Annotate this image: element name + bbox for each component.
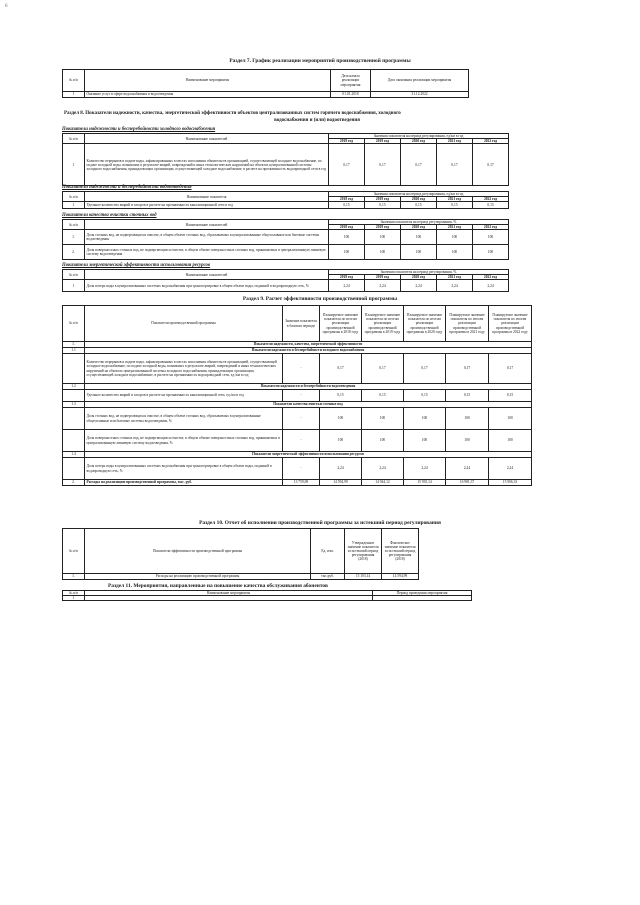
year-2021: 2021 год <box>437 139 473 144</box>
s10-row-unit: тыс.руб. <box>311 574 345 580</box>
s9-row-value: 0,17 <box>446 354 489 384</box>
s8-t2-value: 0,15 <box>365 202 401 209</box>
s9-row-text: Доля сточных вод, не подвергающихся очистке, в общем объеме сточных вод, сбрасываемых в централизованные общесплавные или бытовые системы водоотведения, % <box>85 408 283 430</box>
s9-row-no <box>63 408 85 430</box>
s8-t3-value: 100 <box>437 245 473 260</box>
section-10-title: Раздел 10. Отчет об исполнении производственной программы за истекший период регулирования <box>199 520 441 526</box>
s9-row-text: Удельное количество аварий и засоров в расчете на протяженность канализационной сети, ед./км в год <box>85 390 283 402</box>
s8-t4-value: 2,24 <box>473 280 509 292</box>
s9-row-value: 0,17 <box>489 354 532 384</box>
s9-body <box>63 342 532 486</box>
year-2022: 2022 год <box>473 275 509 280</box>
s8-treatment-quality-table <box>62 219 509 260</box>
section-9-title: Раздел 9. Расчет эффективности производственной программы <box>242 296 398 302</box>
s8-t2-value: 0,15 <box>437 202 473 209</box>
s8-reliability-sewer-table <box>62 191 509 209</box>
s8-t2-row-no: 1 <box>63 202 85 209</box>
year-2022: 2022 год <box>473 139 509 144</box>
s9-row-value: 2,24 <box>362 458 404 480</box>
s11-col-name: Наименование мероприятия <box>85 591 373 596</box>
s9-row-value: 100 <box>362 430 404 452</box>
s8-t1-value: 0,17 <box>437 144 473 186</box>
s9-row-value: 14 594,99 <box>320 480 362 486</box>
year-2020: 2020 год <box>401 275 437 280</box>
year-2020: 2020 год <box>401 139 437 144</box>
s8-t2-col-name: Наименование показателя <box>85 192 329 202</box>
s9-row-no: 2. <box>63 480 85 486</box>
s8-t4-value: 2,24 <box>437 280 473 292</box>
year-2018: 2018 год <box>329 275 365 280</box>
s8-t3-span: Значения показателя на период регулирования, % <box>329 220 509 225</box>
s9-row-text: Доля потерь воды в централизованных системах водоснабжения при транспортировке в общем объеме воды, поданной в водопроводную сеть, % <box>85 458 283 480</box>
s9-row-no: 1.3 <box>63 402 85 408</box>
s9-row-value: 2,24 <box>404 458 446 480</box>
s8-t4-value: 2,24 <box>365 280 401 292</box>
s9-row-total <box>63 480 532 486</box>
s9-row-value: 0,15 <box>446 390 489 402</box>
s8-t2-row-text: Удельное количество аварий и засоров в расчете на протяженность канализационной сети в год <box>85 202 329 209</box>
s7-col-start: Дата начала реализации мероприятия <box>331 70 371 92</box>
s8-t2-value: 0,15 <box>473 202 509 209</box>
year-2020: 2020 год <box>401 197 437 202</box>
s9-row-no <box>63 458 85 480</box>
s9-col-2021: Планируемое значение показателя по итогам реализации производственной программы в 2021 году <box>446 306 489 342</box>
s8-t4-value: 2,24 <box>401 280 437 292</box>
s8-t1-value: 0,17 <box>401 144 437 186</box>
s9-row-base: - <box>283 408 320 430</box>
s9-row-data <box>63 354 532 384</box>
s8-t3-value: 100 <box>329 245 365 260</box>
s10-row-text: Расходы на реализацию производственной программы <box>85 574 311 580</box>
s10-col-actual: Фактическое значение показателя за истекший период регулирования (2018) <box>382 529 419 574</box>
s9-row-data <box>63 458 532 480</box>
s10-row-approved: 15 103,14 <box>345 574 382 580</box>
s8-t1-row-text: Количество перерывов в подаче воды, зафиксированных в местах исполнения обязательств организацией, осуществляющей холодное водоснабжение, по подаче холодной воды, возникших в результате аварий, повреждений и иных технологических нарушений на объектах централизованной системы холодного водоснабжения, принадлежащих организации, осуществляющей холодное водоснабжение, в расчете на протяженность водопроводной сети в год <box>85 144 329 186</box>
s8-t3-row-no: 2. <box>63 245 85 260</box>
s8-t1-col-no: № п/п <box>63 134 85 144</box>
s8-t3-value: 100 <box>365 245 401 260</box>
s8-t2-heading: Показатели надежности и бесперебойности водоотведения <box>62 185 192 190</box>
s9-col-2018: Планируемое значение показателя по итогам реализации производственной программы в 2018 году <box>320 306 362 342</box>
s9-row-value: 14 944,12 <box>362 480 404 486</box>
s11-row-name <box>85 596 373 601</box>
s8-t1-heading: Показатели надежности и бесперебойности холодного водоснабжения <box>62 127 216 132</box>
s10-row-no: 1. <box>63 574 85 580</box>
s8-t4-heading: Показатели энергетической эффективности использования ресурсов <box>62 263 211 268</box>
section-11-table <box>62 590 472 601</box>
s9-row-heading: Показатели надежности, качества, энергетической эффективности <box>85 342 532 348</box>
s8-t3-value: 100 <box>437 230 473 245</box>
s9-row-base: - <box>283 458 320 480</box>
s9-row-no: 1.2 <box>63 384 85 390</box>
s9-row-no: 1.4 <box>63 452 85 458</box>
s8-t1-row-no: 1 <box>63 144 85 186</box>
s8-t4-row-text: Доля потерь воды в централизованных системах водоснабжения при транспортировке в общем объеме воды, поданной в водопроводную сеть, % <box>85 280 329 292</box>
s8-t4-value: 2,24 <box>329 280 365 292</box>
s9-row-value: 15 935,14 <box>404 480 446 486</box>
s9-row-data <box>63 390 532 402</box>
s9-row-base: - <box>283 390 320 402</box>
s10-col-approved: Утвержденное значение показателя за истекший период регулирования (2018) <box>345 529 382 574</box>
s9-col-2022: Планируемое значение показателя по итогам реализации производственной программы в 2022 году <box>489 306 532 342</box>
s8-t1-value: 0,17 <box>329 144 365 186</box>
s9-col-name: Показатели производственной программы <box>85 306 283 342</box>
s9-row-value: 0,15 <box>362 390 404 402</box>
year-2021: 2021 год <box>437 197 473 202</box>
s7-row-no: 1 <box>63 92 85 98</box>
s8-t3-value: 100 <box>329 230 365 245</box>
s9-row-no <box>63 390 85 402</box>
s9-row-value: 100 <box>362 408 404 430</box>
s11-col-period: Период проведения мероприятия <box>373 591 472 596</box>
s8-t2-value: 0,15 <box>329 202 365 209</box>
s10-col-name: Показатели эффективности производственной программы <box>85 529 311 574</box>
s9-row-value: 16 981,37 <box>446 480 489 486</box>
s8-t2-value: 0,15 <box>401 202 437 209</box>
s9-row-value: 100 <box>404 430 446 452</box>
s11-col-no: № п/п <box>63 591 85 596</box>
s9-row-heading: Показатели качества очистки сточных вод <box>85 402 532 408</box>
s8-t3-value: 100 <box>473 245 509 260</box>
section-7-title: Раздел 7. График реализации мероприятий производственной программы <box>229 58 411 64</box>
s8-energy-efficiency-table <box>62 269 509 292</box>
s9-row-no: 1. <box>63 342 85 348</box>
s8-t2-span: Значения показателя на период регулирования, ед/км в год <box>329 192 509 197</box>
s8-t3-row-no: 1. <box>63 230 85 245</box>
year-2018: 2018 год <box>329 139 365 144</box>
s9-row-heading: Показатели энергетической эффективности использования ресурсов <box>85 452 532 458</box>
s9-row-no <box>63 430 85 452</box>
s9-row-value: 2,24 <box>320 458 362 480</box>
s8-t4-row-no: 1 <box>63 280 85 292</box>
s9-row-value: 0,15 <box>320 390 362 402</box>
s9-col-2020: Планируемое значение показателя по итогам реализации производственной программы в 2020 году <box>404 306 446 342</box>
s9-row-value: 100 <box>446 430 489 452</box>
s9-row-value: 100 <box>404 408 446 430</box>
s9-row-base: 13 759,09 <box>283 480 320 486</box>
s8-t3-heading: Показатели качества очистки сточных вод <box>62 213 157 218</box>
s9-row-heading: Показатели надежности и бесперебойности водоотведения <box>85 384 532 390</box>
s8-t3-row-text: Доля сточных вод, не подвергающихся очистке, в общем объеме сточных вод, сбрасываемых в централизованные общесплавные или бытовые системы водоотведения <box>85 230 329 245</box>
s9-row-value: 100 <box>320 430 362 452</box>
year-2019: 2019 год <box>365 139 401 144</box>
s8-t3-col-name: Наименование показателей <box>85 220 329 230</box>
s9-row-value: 100 <box>446 408 489 430</box>
s8-reliability-water-table <box>62 133 509 186</box>
section-8-title: Раздел 8. Показатели надежности, качества, энергетической эффективности объектов централизованных систем горячего водоснабжения, холодного <box>64 111 401 116</box>
s9-row-text: Доля поверхностных сточных вод, не подвергающихся очистке, в общем объеме поверхностных сточных вод, принимаемых в централизованную ливневую систему водоотведения, % <box>85 430 283 452</box>
s9-col-base: Значение показателя в базовом периоде <box>283 306 320 342</box>
section-10-table <box>62 528 419 580</box>
s9-row-value: 0,17 <box>404 354 446 384</box>
s8-t3-value: 100 <box>365 230 401 245</box>
s9-row-text: Расходы на реализацию производственной программы, тыс. руб. <box>85 480 283 486</box>
section-7-table <box>62 69 469 98</box>
s9-row-value: 15 906,33 <box>489 480 532 486</box>
year-2018: 2018 год <box>329 197 365 202</box>
s8-t1-value: 0,17 <box>473 144 509 186</box>
s9-row-data <box>63 430 532 452</box>
section-11-title: Раздел 11. Мероприятия, направленные на повышение качества обслуживания абонентов <box>108 583 328 589</box>
s8-t1-value: 0,17 <box>365 144 401 186</box>
s8-t4-col-no: № п/п <box>63 270 85 280</box>
s9-row-no: 1.1 <box>63 348 85 354</box>
s7-col-name: Наименование мероприятия <box>85 70 331 92</box>
s8-t3-value: 100 <box>473 230 509 245</box>
s7-row-name: Оказание услуг в сфере водоснабжения и водоотведения <box>85 92 331 98</box>
s9-row-value: 2,24 <box>489 458 532 480</box>
section-9-table <box>62 305 532 486</box>
s7-row-end: 31.12.2022 <box>371 92 469 98</box>
s9-row-value: 0,15 <box>404 390 446 402</box>
s8-t3-col-no: № п/п <box>63 220 85 230</box>
year-2019: 2019 год <box>365 197 401 202</box>
s9-row-value: 100 <box>489 430 532 452</box>
s8-t1-col-name: Наименование показателей <box>85 134 329 144</box>
year-2021: 2021 год <box>437 225 473 230</box>
year-2020: 2020 год <box>401 225 437 230</box>
s10-col-no: № п/п <box>63 529 85 574</box>
s9-row-base: - <box>283 430 320 452</box>
s9-row-heading: Показатели надежности и бесперебойности холодного водоснабжения <box>85 348 532 354</box>
year-2021: 2021 год <box>437 275 473 280</box>
s11-row-no: 1 <box>63 596 85 601</box>
s9-row-value: 0,17 <box>320 354 362 384</box>
s8-t3-value: 100 <box>401 230 437 245</box>
s7-col-end: Дата окончания реализации мероприятия <box>371 70 469 92</box>
s9-row-value: 100 <box>489 408 532 430</box>
s8-t1-span: Значения показателя на период регулирования, ед/км в год <box>329 134 509 139</box>
year-2018: 2018 год <box>329 225 365 230</box>
s8-t4-span: Значения показателя на период регулирования, % <box>329 270 509 275</box>
s10-col-unit: Ед. изм. <box>311 529 345 574</box>
s9-row-base: - <box>283 354 320 384</box>
year-2019: 2019 год <box>365 275 401 280</box>
section-8-title-cont: водоснабжения и (или) водоотведения <box>274 118 360 123</box>
s8-t3-value: 100 <box>401 245 437 260</box>
s7-col-no: № п/п <box>63 70 85 92</box>
s8-t3-row-text: Доля поверхностных сточных вод, не подвергающихся очистке, в общем объеме поверхностных сточных вод, принимаемых в централизованную ливневую систему водоотведения <box>85 245 329 260</box>
year-2022: 2022 год <box>473 225 509 230</box>
year-2022: 2022 год <box>473 197 509 202</box>
s9-row-text: Количество перерывов в подаче воды, зафиксированных в местах исполнения обязательств организацией, осуществляющей холодное водоснабжение, по подаче холодной воды, возникших в результате аварий, повреждений и иных технологических нарушений на объектах централизованной системы холодного водоснабжения, принадлежащих организации, осуществляющей холодное водоснабжение, в расчете на протяженность водопроводной сети, ед./км в год <box>85 354 283 384</box>
s9-row-value: 2,24 <box>446 458 489 480</box>
s9-row-value: 100 <box>320 408 362 430</box>
s9-row-value: 0,15 <box>489 390 532 402</box>
s9-col-no: № п/п <box>63 306 85 342</box>
page-number: 6 <box>5 4 8 9</box>
s11-row-period <box>373 596 472 601</box>
s8-t4-col-name: Наименование показателей <box>85 270 329 280</box>
s8-t2-col-no: № п/п <box>63 192 85 202</box>
s9-row-no <box>63 354 85 384</box>
s7-row-start: 01.01.2018 <box>331 92 371 98</box>
s9-row-data <box>63 408 532 430</box>
year-2019: 2019 год <box>365 225 401 230</box>
s10-row-actual: 14 594,99 <box>382 574 419 580</box>
s9-row-value: 0,17 <box>362 354 404 384</box>
s9-col-2019: Планируемое значение показателя по итогам реализации производственной программы в 2019 году <box>362 306 404 342</box>
